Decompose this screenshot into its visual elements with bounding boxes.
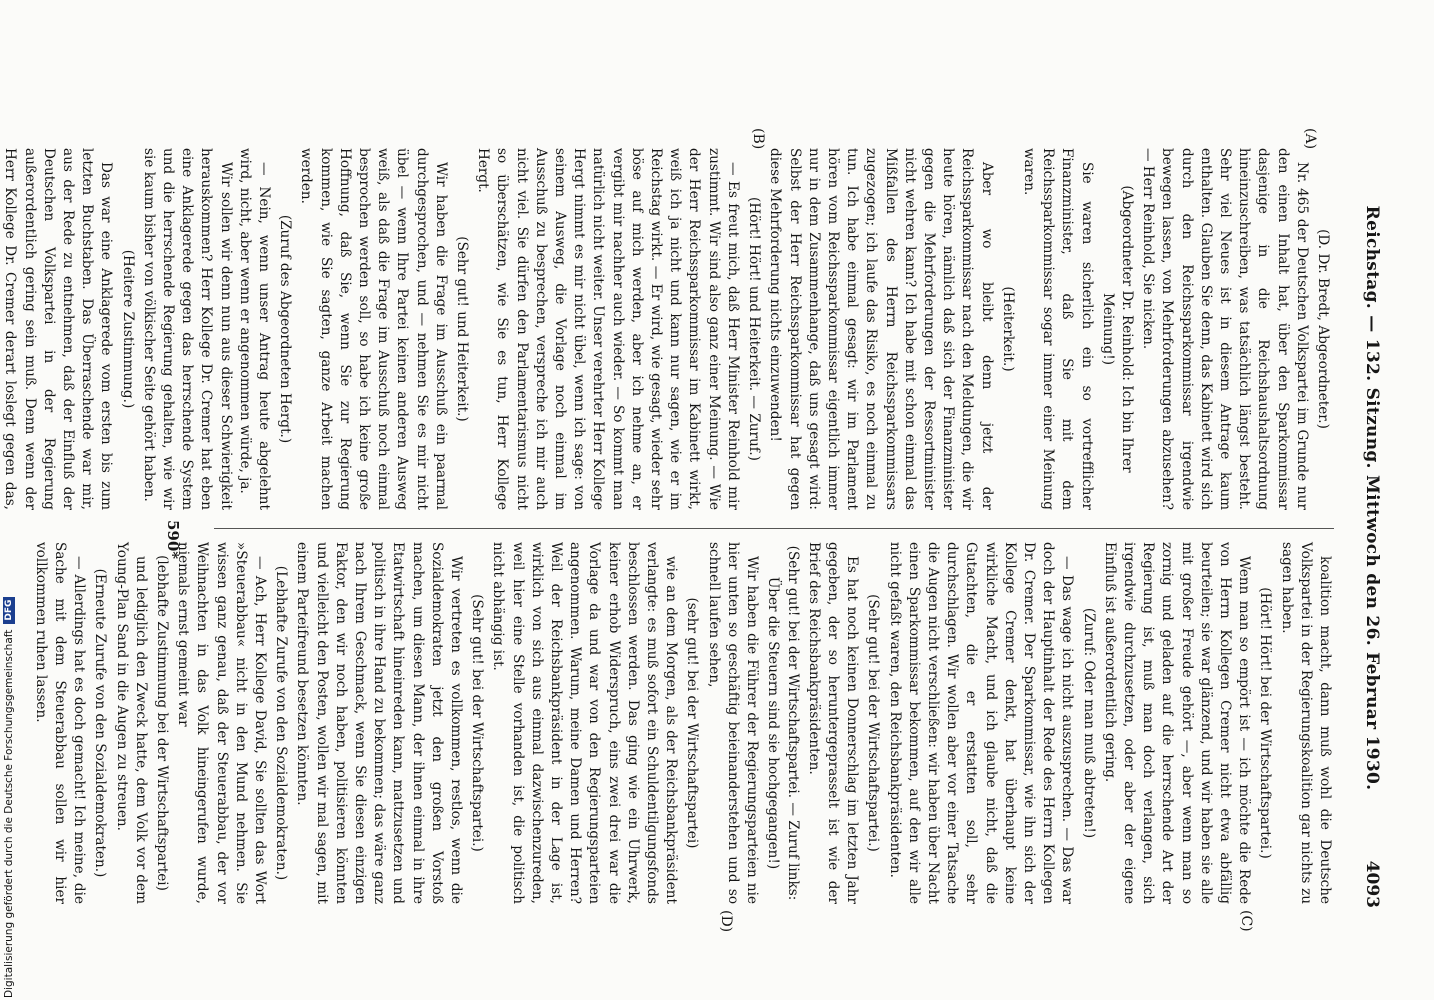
paragraph: Aber wo bleibt denn jetzt der Reichssparkommissar nach den Meldungen, die wir heute hören, nämlich daß sich der Finanzminister gegen die Mehrforderungen der Ressortminister nicht wehren kann? Ich habe mit schon einmal das Mißfallen des Herrn Reichssparkommissars zugezogen; ich laufe das Risiko, es noch einmal zu tun. Ich habe einmal gesagt: wir im Parlament hören vom Reichssparkommissar eigentlich immer nur in dem Zusammenhange, daß uns gesagt wird: Selbst der Herr Reichssparkommissar hat gegen diese Mehrforderung nichts einzuwenden!: [767, 148, 995, 510]
margin-mark-c: (C): [1238, 910, 1254, 932]
interjection: (sehr gut! bei der Wirtschaftspartei): [684, 597, 701, 849]
paragraph: Wir vertreten es vollkommen, restlos, wenn die Sozialdemokraten jetzt den großen Vorstoß machen, um diesen Mann, der ihnen einmal in ihre Etatwirtschaft hineinreden kann, mattzusetzen und politisch in ihre Hand zu bekommen; das wäre ganz nach Ihrem Geschmack, wenn Sie diesen einzigen Faktor, den wir noch haben, politisieren könnten und vielleicht den Posten, wollen wir mal sagen, mit einem Parteifreund besetzen könnten.: [294, 542, 465, 904]
interjection: (Sehr gut! und Heiterkeit.): [454, 236, 471, 422]
page-header: [1352, 148, 1392, 908]
paragraph: — Nein, wenn unser Antrag heute abgelehnt wird, nicht, aber wenn er angenommen würde, ja.: [236, 148, 273, 510]
interjection: (Sehr gut! bei der Wirtschaftspartei.): [469, 594, 486, 852]
column-divider: [214, 528, 1334, 529]
paragraph: koalition macht, dann muß wohl die Deutsche Volkspartei in der Regierungskoalition gar nichts zu sagen haben.: [1278, 542, 1333, 904]
interjection: (Sehr gut! bei der Wirtschaftspartei. — Zuruf links: Über die Steuern sind sie hochgegangen!): [765, 545, 801, 901]
right-text-column: [32, 542, 1334, 904]
margin-mark-d: (D): [718, 910, 734, 933]
paragraph: Wir sollen wir denn nun aus dieser Schwierigkeit herauskommen? Herr Kollege Dr. Cremer hat eben eine Anklagerede gegen das herrschende System und die herrschende Regierung gehalten, wie wir sie kaum bisher von völkischer Seite gehört haben.: [140, 148, 234, 510]
header-page-number: 4093: [1362, 860, 1382, 908]
interjection: (Erneute Zurufe von den Sozialdemokraten.): [92, 568, 109, 878]
interjection: (lebhafte Zustimmung bei der Wirtschaftspartei): [154, 555, 171, 891]
interjection: (Hört! Hört! und Heiterkeit. — Zuruf.): [746, 197, 763, 461]
paragraph: — Das wage ich nicht auszusprechen. — Das war doch der Hauptinhalt der Rede des Herrn Kollegen Dr. Cremer. Der Sparkommissar, wie ihn sich der Kollege Cremer denkt, hat überhaupt keine wirkliche Macht, und ich glaube nicht, daß die Gutachten, die er erstatten soll, sehr durchschlagen. Wir wollen aber vor einer Tatsache die Augen nicht verschließen: wir haben über Nacht einen Sparkommissar bekommen, auf den wir alle nicht gefaßt waren, den Reichsbankpräsidenten.: [886, 542, 1076, 904]
credit-text: Digitalisierung gefördert durch die Deutsche Forschungsgemeinschaft: [3, 629, 15, 998]
paragraph: Das war eine Anklagerede vom ersten bis zum letzten Buchstaben. Das Überraschende war mir, aus der Rede zu entnehmen, daß der Einfluß der Deutschen Volkspartei in der Regierung außerordentlich gering sein muß. Denn wenn der Herr Kollege Dr. Cremer derart loslegt gegen das,: [2, 148, 115, 510]
paragraph: Es hat noch keinen Donnerschlag im letzten Jahr gegeben, der so heruntergeprasselt ist wie der Brief des Reichsbankpräsidenten.: [805, 542, 861, 904]
paragraph: und lediglich den Zweck hatte, dem Volk vor dem Young-Plan Sand in die Augen zu streuen.: [113, 542, 149, 904]
interjection: (Sehr gut! bei der Wirtschaftspartei.): [865, 594, 882, 852]
interjection: (Zuruf: Oder man muß abtreten!): [1080, 607, 1097, 839]
paragraph: wie an dem Morgen, als der Reichsbankpräsident verlangte: es muß sofort ein Schuldentilgungsfonds beschlossen werden. Das ging wie ein Uhrwerk, keiner erhob Widerspruch, eins zwei drei war die Vorlage da und war von den Regierungsparteien angenommen. Warum, meine Damen und Herren? Weil der Reichsbankpräsident in der Lage ist, wirklich von sich aus einmal dazwischenzureden, weil hier eine Stelle vorhanden ist, die politisch nicht abhängig ist.: [490, 542, 680, 904]
paragraph: Wir haben die Frage im Ausschuß ein paarmal durchgesprochen, und — nehmen Sie es mir nicht übel — wenn Ihre Partei keinen anderen Ausweg weiß, als daß die Frage im Ausschuß noch einmal besprochen werden soll, so habe ich keine große Hoffnung, daß Sie, wenn Sie zur Regierung kommen, wie Sie sagten, ganze Arbeit machen werden.: [298, 148, 449, 510]
paragraph: Wenn man so empört ist — ich möchte die Rede von Herrn Kollegen Cremer nicht etwa abfällig beurteilen; sie war glänzend, und wir haben sie alle mit großer Freude gehört —, aber wenn man so zornig und geladen auf die herrschende Art der Regierung ist, muß man doch verlangen, sich irgendwie durchzusetzen, oder aber der eigene Einfluß ist außerordentlich gering.: [1101, 542, 1253, 904]
interjection: (D. Dr. Bredt, Abgeordneter.): [1315, 229, 1331, 429]
paragraph: — Es freut mich, daß Herr Minister Reinhold mir zustimmt. Wir sind also ganz einer Meinung. — Wie der Herr Reichssparkommissar im Kabinett wirkt, weiß ich ja nicht und kann nur sagen, wie er im Reichstag wirkt. — Er wird, wie gesagt, wieder sehr böse auf mich werden, aber ich nehme an, er vergibt mir nachher auch wieder. — So kommt man natürlich nicht weiter. Unser verehrter Herr Kollege Hergt nimmt es mir nicht übel, wenn ich sage: von seinem Ausweg, die Vorlage noch einmal im Ausschuß zu besprechen, verspreche ich mir auch nicht viel. Sie dürfen den Parlamentarismus nicht so überschätzen, wie Sie es tun, Herr Kollege Hergt.: [475, 148, 741, 510]
interjection: (Abgeordneter Dr. Reinhold: Ich bin Ihrer Meinung!): [1099, 185, 1135, 473]
margin-mark-b: (B): [750, 128, 766, 150]
interjection: (Lebhafte Zurufe von den Sozialdemokraten.): [273, 565, 290, 881]
paragraph: Wir haben die Führer der Regierungsparteien nie hier unten so geschäftig beieinanderstehen und so schnell laufen sehen,: [705, 542, 761, 904]
margin-mark-a: (A): [1302, 128, 1318, 150]
paragraph: — Ach, Herr Kollege David, Sie sollten das Wort »Steuerabbau« nicht in den Mund nehmen. Sie wissen ganz genau, daß der Steuerabbau, der vor Weihnachten in das Volk hineingerufen wurde, niemals ernst gemeint war: [175, 542, 269, 904]
footer-page-number: 590*: [164, 520, 182, 560]
interjection: (Heitere Zustimmung.): [119, 249, 136, 409]
paragraph: — Allerdings hat es doch gemacht! Ich meine, die Sache mit dem Steuerabbau sollen wir hier vollkommen ruhen lassen.: [32, 542, 88, 904]
interjection: (Hört! Hört! bei der Wirtschaftspartei.): [1257, 587, 1274, 859]
interjection: (Zuruf des Abgeordneten Hergt.): [277, 214, 294, 444]
dfg-logo: DFG: [3, 597, 15, 624]
paragraph: Sie waren sicherlich ein so vortrefflicher Finanzminister, daß Sie mit dem Reichssparkommissar sogar immer einer Meinung waren.: [1020, 148, 1095, 510]
digitization-credit: [0, 599, 18, 998]
header-title: Reichstag. — 132. Sitzung. Mittwoch den 26. Februar 1930.: [1362, 205, 1382, 791]
interjection: (Heiterkeit.): [999, 286, 1016, 372]
left-text-column: [2, 148, 1334, 510]
paragraph: Nr. 465 der Deutschen Volkspartei im Grunde nur den einen Inhalt hat, über den Sparkommissar dasjenige in die Reichshaushaltsordnung hineinzuschreiben, was tatsächlich längst besteht. Sehr viel Neues ist in diesem Antrage kaum enthalten. Glauben Sie denn, das Kabinett wird sich durch den Reichssparkommissar irgendwie bewegen lassen, von Mehrforderungen abzusehen? — Herr Reinhold, Sie nicken.: [1140, 148, 1310, 510]
